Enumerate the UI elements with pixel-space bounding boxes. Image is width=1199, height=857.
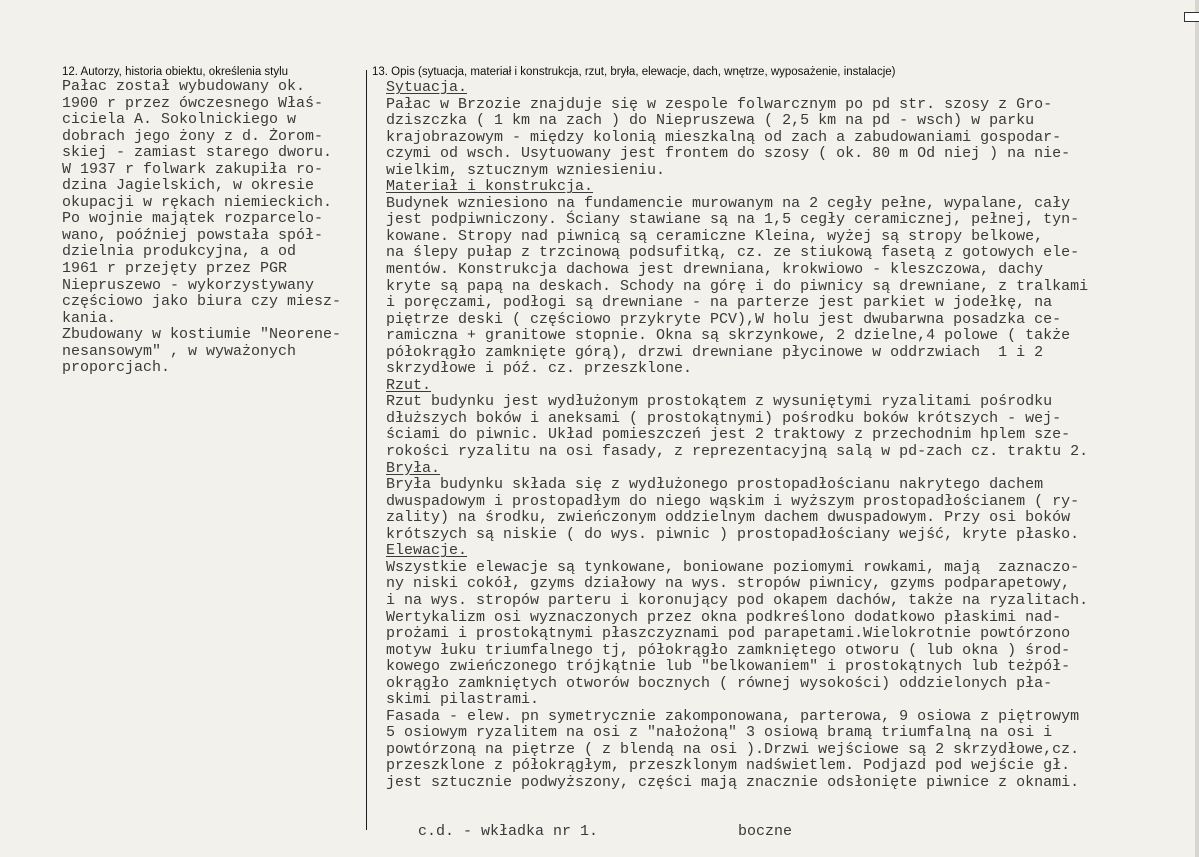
section-heading: Rzut.: [386, 376, 432, 394]
history-line: częściowo jako biura czy miesz-: [62, 293, 342, 311]
description-line: Fasada - elew. pn symetrycznie zakomponowana, parterowa, 9 osiowa z piętrowym: [386, 707, 1080, 725]
description-line: skrzydłowe i póź. cz. przeszklone.: [386, 360, 693, 378]
history-line: nesansowym" , w wyważonych: [62, 342, 297, 360]
description-line: kryte są papą na deskach. Schody na górę i do piwnicy są drewniane, z tralkami: [386, 277, 1089, 295]
description-line: jest sztucznie podwyższony, części mają znacznie odsłonięte piwnice z oknami.: [386, 773, 1080, 791]
section-heading: Elewacje.: [386, 542, 468, 560]
description-line: dwuspadowym i prostopadłym do niego wąskim i wyższym prostopadłościanem ( ry-: [386, 492, 1080, 510]
description-line: Bryła budynku składa się z wydłużonego prostopadłościanu nakrytego dachem: [386, 476, 1044, 494]
description-text-column: [386, 80, 1088, 792]
description-line: przeszklone z półokrągłym, przeszklonym nadświetlem. Podjazd pod wejście gł.: [386, 757, 1071, 775]
description-line: dziszczka ( 1 km na zach ) do Niepruszewa ( 2,5 km na pd - wsch) w parku: [386, 112, 1035, 130]
history-line: Po wojnie majątek rozparcelo-: [62, 210, 324, 228]
description-line: Wertykalizm osi wyznaczonych przez okna podkreślono dodatkowo płaskimi nad-: [386, 608, 1062, 626]
history-line: dzina Jagielskich, w okresie: [62, 177, 315, 195]
description-line: kowane. Stropy nad piwnicą są ceramiczne Kleina, wyżej są stropy belkowe,: [386, 227, 1044, 245]
section-heading: Bryła.: [386, 459, 441, 477]
description-line: dłuższych boków i aneksami ( prostokątnymi) pośrodku boków krótszych - wej-: [386, 409, 1062, 427]
history-line: Niepruszewo - wykorzystywany: [62, 276, 315, 294]
description-line: motyw łuku triumfalnego tj, półokrągło zamkniętego otworu ( lub okna ) środ-: [386, 641, 1071, 659]
description-line: jest podpiwniczony. Ściany stawiane są na 1,5 cegły ceramicznej, pełnej, tyn-: [386, 211, 1080, 229]
description-line: Pałac w Brzozie znajduje się w zespole folwarcznym po pd str. szosy z Gro-: [386, 95, 1053, 113]
history-line: skiej - zamiast starego dworu.: [62, 144, 333, 162]
description-line: ramiczna + granitowe stopnie. Okna są skrzynkowe, 2 dzielne,4 polowe ( także: [386, 327, 1071, 345]
corner-tab: [1184, 12, 1199, 22]
history-line: dzielnia produkcyjna, a od: [62, 243, 297, 261]
history-line: okupacji w rękach niemieckich.: [62, 193, 333, 211]
description-line: rokości ryzalitu na osi fasady, z reprezentacyjną salą w pd-zach cz. traktu 2.: [386, 443, 1089, 461]
description-line: skimi pilastrami.: [386, 691, 540, 709]
insert-note: boczne: [738, 823, 793, 840]
description-line: powtórzoną na piętrze ( z blendą na osi ).Drzwi wejściowe są 2 skrzydłowe,cz.: [386, 740, 1080, 758]
description-line: mentów. Konstrukcja dachowa jest drewniana, krokwiowo - kleszczowa, dachy: [386, 261, 1044, 279]
description-line: Wszystkie elewacje są tynkowane, boniowane poziomymi rowkami, mają zaznaczo-: [386, 558, 1080, 576]
history-line: dobrach jego żony z d. Żorom-: [62, 127, 324, 145]
description-line: 5 osiowym ryzalitem na osi z "nałożoną" 3 osiową bramą triumfalną na osi i: [386, 724, 1053, 742]
description-line: i poręczami, podłogi są drewniane - na parterze jest parkiet w jodełkę, na: [386, 294, 1053, 312]
history-line: W 1937 r folwark zakupiła ro-: [62, 160, 324, 178]
description-line: na ślepy pułap z trzcinową podsufitką, cz. ze stiukową fasetą z gotowych ele-: [386, 244, 1080, 262]
description-line: wielkim, sztucznym wzniesieniu.: [386, 161, 666, 179]
description-line: ściami do piwnic. Układ pomieszczeń jest 2 traktowy z przechodnim hplem sze-: [386, 426, 1071, 444]
history-line: kania.: [62, 309, 117, 327]
left-field-label: 12. Autorzy, historia obiektu, określenia stylu: [62, 66, 289, 78]
section-heading: Materiał i konstrukcja.: [386, 178, 594, 196]
history-line: Pałac został wybudowany ok.: [62, 78, 306, 95]
history-line: 1900 r przez ówczesnego Właś-: [62, 94, 324, 112]
history-text-column: [62, 79, 341, 377]
description-line: zality) na środku, zwieńczonym oddzielnym dachem dwuspadowym. Przy osi boków: [386, 509, 1071, 527]
right-field-label: 13. Opis (sytuacja, materiał i konstrukcja, rzut, bryła, elewacje, dach, wnętrze, wyposażenie, instalacje): [372, 66, 896, 78]
description-line: prożami i prostokątnymi płaszczyznami pod parapetami.Wielokrotnie powtórzono: [386, 625, 1071, 643]
description-line: półokrągło zamknięte górą), drzwi drewniane płycinowe w oddrzwiach 1 i 2: [386, 343, 1044, 361]
history-line: Zbudowany w kostiumie "Neorene-: [62, 326, 342, 344]
description-line: okrągło zamkniętych otworów bocznych ( równej wysokości) oddzielonych pła-: [386, 674, 1053, 692]
column-divider: [366, 70, 367, 830]
continuation-note: c.d. - wkładka nr 1.: [418, 823, 599, 840]
description-line: Rzut budynku jest wydłużonym prostokątem z wysuniętymi ryzalitami pośrodku: [386, 393, 1053, 411]
history-line: wano, poóźniej powstała spół-: [62, 226, 324, 244]
description-line: czymi od wsch. Usytuowany jest frontem do szosy ( ok. 80 m Od niej ) na nie-: [386, 145, 1071, 163]
history-line: ciciela A. Sokolnickiego w: [62, 111, 297, 129]
history-line: 1961 r przejęty przez PGR: [62, 260, 288, 278]
description-line: i na wys. stropów parteru i koronujący pod okapem dachów, także na ryzalitach.: [386, 591, 1089, 609]
description-line: Budynek wzniesiono na fundamencie murowanym na 2 cegły pełne, wypalane, cały: [386, 194, 1071, 212]
description-line: krajobrazowym - między kolonią mieszkalną od zach a zabudowaniami gospodar-: [386, 128, 1062, 146]
description-line: ny niski cokół, gzyms działowy na wys. stropów piwnicy, gzyms podparapetowy,: [386, 575, 1071, 593]
card-edge: [1195, 0, 1199, 857]
description-line: kowego zwieńczonego trójkątnie lub "belkowaniem" i prostokątnych lub teżpół-: [386, 658, 1071, 676]
section-heading: Sytuacja.: [386, 79, 468, 96]
description-line: piętrze deski ( częściowo przykryte PCV),W holu jest dwubarwna posadzka ce-: [386, 310, 1062, 328]
history-line: proporcjach.: [62, 359, 171, 377]
description-line: krótszych są niskie ( do wys. piwnic ) prostopadłościany wejść, kryte płasko.: [386, 525, 1080, 543]
